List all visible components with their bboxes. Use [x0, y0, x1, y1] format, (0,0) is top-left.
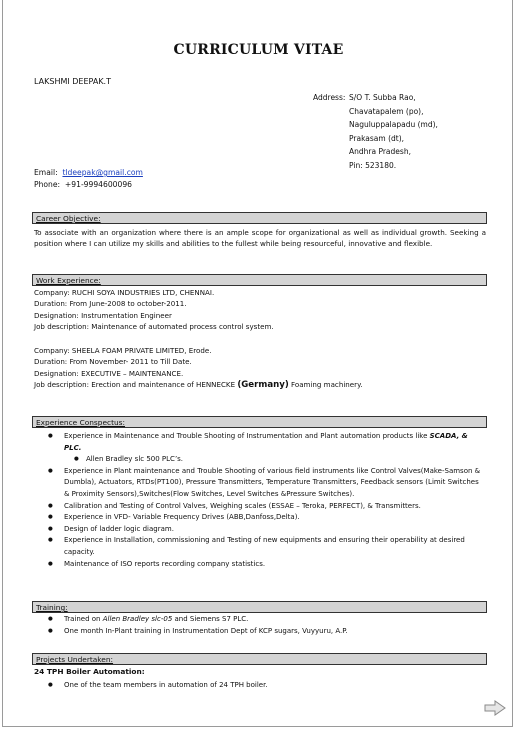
conspectus-list — [34, 431, 482, 570]
contact-block — [34, 167, 143, 191]
conspectus-item-1-emphasis: SCADA, & PLC. — [64, 432, 468, 452]
training-item-1-tail: and Siemens S7 PLC. — [172, 615, 249, 623]
job2-duration: Duration: From November- 2011 to Till Date. — [34, 357, 192, 367]
list-item: ● One month In-Plant training in Instrumentation Dept of KCP sugars, Vuyyuru, A.P. — [34, 626, 482, 638]
address-block — [313, 91, 438, 173]
career-objective-heading: Career Objective: — [32, 212, 487, 224]
job1-company: Company: RUCHI SOYA INDUSTRIES LTD, CHENNAI. — [34, 288, 215, 297]
career-objective-text: To associate with an organization where there is an ample scope for organizational as well as individual growth. Seeking a position where I can utilize my skills and abilities to the fullest while being resourceful, innovative and flexible. — [34, 228, 486, 248]
address-line-5: Andhra Pradesh, — [349, 147, 411, 157]
phone-label: Phone: — [34, 180, 61, 189]
job2-description-tail: Foaming machinery. — [288, 379, 363, 389]
training-heading: Training: — [32, 601, 487, 613]
address-line-3: Naguluppalapadu (md), — [349, 120, 438, 130]
projects-list — [34, 680, 482, 692]
list-item — [34, 614, 482, 626]
job2-description-country: (Germany) — [237, 379, 289, 390]
conspectus-item-1-text: Experience in Maintenance and Trouble Shooting of Instrumentation and Plant automation products like — [64, 432, 430, 440]
list-item: ● Experience in VFD- Variable Frequency Drives (ABB,Danfoss,Delta). — [34, 512, 482, 524]
phone-number: +91-9994600096 — [64, 180, 133, 189]
list-item — [34, 431, 482, 454]
list-item: ● Design of ladder logic diagram. — [34, 524, 482, 536]
experience-conspectus-heading: Experience Conspectus: — [32, 416, 487, 428]
job1-duration: Duration: From June-2008 to october-2011. — [34, 299, 187, 309]
job1-designation: Designation: Instrumentation Engineer — [34, 310, 172, 320]
address-line-1: S/O T. Subba Rao, — [349, 93, 416, 102]
email-label: Email: — [34, 168, 58, 177]
work-experience-heading: Work Experience: — [32, 274, 487, 286]
projects-heading: Projects Undertaken: — [32, 653, 487, 665]
project-title: 24 TPH Boiler Automation: — [34, 667, 145, 676]
address-line-6: Pin: 523180. — [349, 160, 397, 170]
list-item: ● Maintenance of ISO reports recording company statistics. — [34, 559, 482, 571]
next-page-arrow-icon[interactable] — [484, 700, 506, 716]
list-item: ● One of the team members in automation of 24 TPH boiler. — [34, 680, 482, 692]
training-item-1-text: Trained on — [64, 615, 103, 623]
job2-description-text: Job description: Erection and maintenance of HENNECKE — [34, 379, 238, 389]
training-item-1-emphasis: Allen Bradley slc-05 — [102, 615, 173, 623]
address-line-2: Chavatapalem (po), — [349, 106, 424, 116]
job1-description: Job description: Maintenance of automated process control system. — [34, 321, 274, 331]
email-link[interactable]: tldeepak@gmail.com — [62, 168, 143, 177]
job2-designation: Designation: EXECUTIVE – MAINTENANCE. — [34, 368, 184, 378]
training-list — [34, 614, 482, 637]
job-entry-1 — [34, 287, 274, 332]
job2-company: Company: SHEELA FOAM PRIVATE LIMITED, Erode. — [34, 346, 212, 355]
list-item: ● Experience in Installation, commissioning and Testing of new equipments and ensuring their operability at desired capacity. — [34, 535, 482, 558]
address-line-4: Prakasam (dt), — [349, 133, 405, 143]
list-item: ● Experience in Plant maintenance and Trouble Shooting of various field instruments like Control Valves(Make-Samson & Dumbla), Actuators, RTDs(PT100), Pressure Transmitters, Temperature Transmitters, Feedback sensors (Limit Switches & Proximity Sensors),Switches(Flow Switches, Level Switches &Pressure Switches). — [34, 466, 482, 501]
job2-description — [34, 379, 363, 391]
document-title: CURRICULUM VITAE — [173, 42, 344, 58]
list-item: ● Calibration and Testing of Control Valves, Weighing scales (ESSAE – Teroka, PERFECT), & Transmitters. — [34, 501, 482, 513]
list-item: ● Allen Bradley slc 500 PLC’s. — [34, 454, 482, 466]
address-label: Address: — [313, 93, 346, 102]
job-entry-2 — [34, 345, 363, 391]
applicant-name: LAKSHMI DEEPAK.T — [34, 77, 111, 86]
